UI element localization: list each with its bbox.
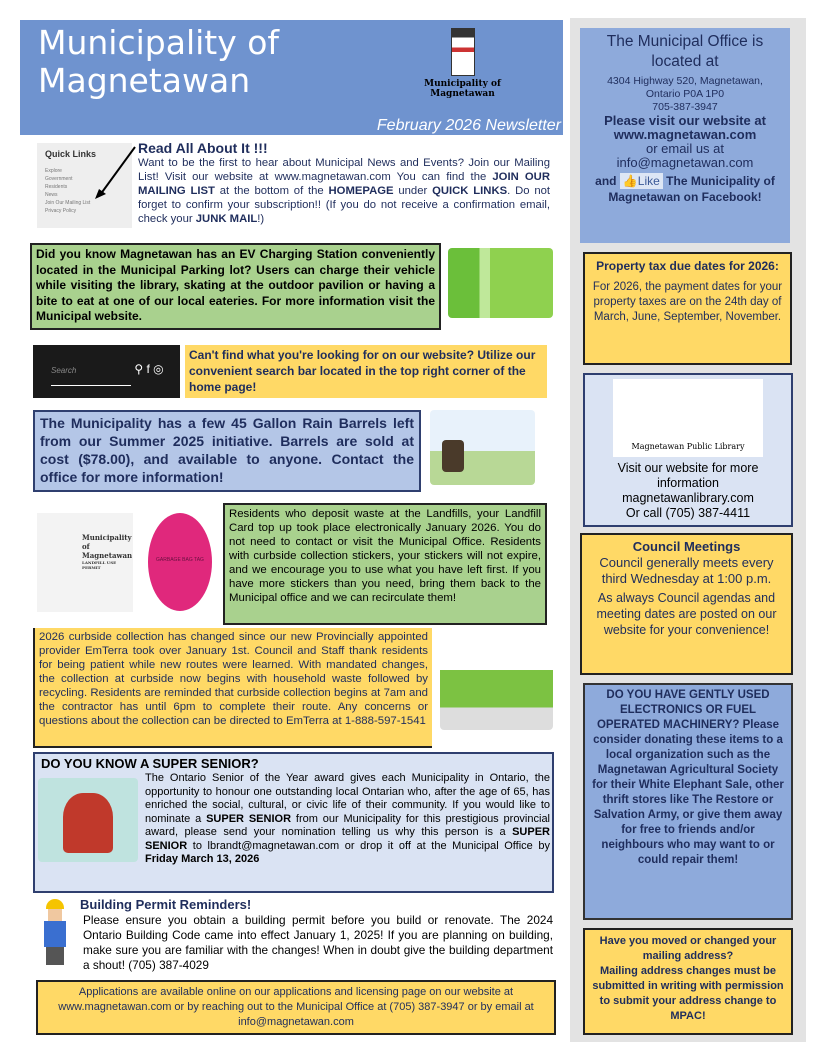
- council-text-2: As always Council agendas and meeting dates are posted on our website for your convenience!: [596, 591, 777, 637]
- address: 4304 Highway 520, Magnetawan,: [607, 75, 763, 87]
- email-pre: or email us at: [645, 141, 725, 156]
- curbside-box: 2026 curbside collection has changed since our new Provincially appointed provider EmTerra took over January 1st. Council and Staff thank residents for being patient while new routes were learned. With mandated changes, the collection at curbside now begins with household waste followed by recycling. Residents are reminded that curbside collection begins at 7am and the contractor has until 6pm to complete their route. Any concerns or questions about the collection can be directed to EmTerra at 1-888-597-1541: [33, 628, 432, 748]
- read-heading: Read All About It !!!: [138, 140, 268, 156]
- council-text: Council generally meets every third Wednesday at 1:00 p.m.: [599, 555, 774, 586]
- website-link[interactable]: www.magnetawan.com: [613, 127, 757, 142]
- newsletter-date: February 2026 Newsletter: [376, 117, 561, 134]
- phone: 705-387-3947: [652, 101, 718, 113]
- moved-box: [583, 928, 793, 1035]
- search-tip-box: Can't find what you're looking for on our website? Utilize our convenient search bar located in the top right corner of the home page!: [185, 345, 547, 398]
- applications-box: Applications are available online on our applications and licensing page on our website at www.magnetawan.com or by reaching out to the Municipal Office at (705) 387-3947 or by email at info@magnetawan.com: [36, 980, 556, 1035]
- search-bar-image: Search ⚲ f ◎: [33, 345, 180, 398]
- read-all-section: Read All About It !!! Want to be the first to hear about Municipal News and Events? Join our Mailing List! Visit our website at www.magnetawan.com You can find the JOIN OUR MAILING LIST at the bottom of the HOMEPAGE under QUICK LINKS. Do not forget to confirm your subscription!! (If you do not receive a confirmation email, check your JUNK MAIL!): [138, 140, 551, 225]
- newsletter-header: [20, 20, 563, 135]
- tax-heading: Property tax due dates for 2026:: [596, 259, 779, 273]
- super-senior-box: DO YOU KNOW A SUPER SENIOR? The Ontario Senior of the Year award gives each Municipality in Ontario, the opportunity to honour one outstanding local Ontarian who, after the age of 65, has enriched the social, cultural, or civic life of their community. If you would like to nominate a SUPER SENIOR from our Municipality for this prestigious provincial award, please send your nomination telling us why this person is a SUPER SENIOR to lbrandt@magnetawan.com or drop it off at the Municipal Office by Friday March 13, 2026: [33, 752, 554, 893]
- electronics-box: DO YOU HAVE GENTLY USED ELECTRONICS OR FUEL OPERATED MACHINERY? Please consider donating these items to a local organization such as the Magnetawan Agricultural Society for their White Elephant Sale, other thrift stores like The Restore or Salvation Army, or give them away for free to friends and/or neighbours who may want to or could repair them!: [583, 683, 793, 920]
- arrow-icon: [95, 145, 140, 200]
- ev-charging-image: [448, 248, 553, 318]
- visit-text: Please visit our website at: [604, 113, 766, 128]
- permit-body: Please ensure you obtain a building permit before you build or renovate. The 2024 Ontario Building Code came into effect January 1, 2025! If you are planning on building, make sure you are familiar with the changes! When in doubt give the building department a shout! (705) 387-4029: [83, 913, 553, 972]
- tax-body: For 2026, the payment dates for your property taxes are on the 24th day of March, June, September, November.: [592, 281, 783, 323]
- garbage-truck-image: [440, 655, 553, 730]
- building-permit-section: [33, 895, 555, 975]
- facebook-text: The Municipality of Magnetawan on Facebook!: [608, 174, 775, 204]
- rain-barrel-box: The Municipality has a few 45 Gallon Rain Barrels left from our Summer 2025 initiative. Barrels are sold at cost ($78.00), and available to anyone. Contact the office for more information!: [33, 410, 421, 492]
- landfill-card-image: Municipality of Magnetawan LANDFILL USE PERMIT: [37, 513, 133, 612]
- office-heading: The Municipal Office is located at: [606, 33, 764, 70]
- library-phone: Or call (705) 387-4411: [625, 506, 751, 520]
- office-box: [580, 28, 790, 243]
- library-box: [583, 373, 793, 527]
- ev-box: Did you know Magnetawan has an EV Charging Station conveniently located in the Municipal Parking lot? Users can charge their vehicle while visiting the library, skating at the outdoor pavilion or having a bite to eat at one of our local eateries. For more information visit the Municipal website.: [30, 243, 441, 330]
- garbage-tag-image: GARBAGE BAG TAG: [148, 513, 212, 611]
- library-link[interactable]: magnetawanlibrary.com: [622, 491, 754, 505]
- council-heading: Council Meetings: [632, 539, 741, 554]
- moved-text: Mailing address changes must be submitted in writing with permission to submit your address change to MPAC!: [592, 965, 784, 1022]
- quick-links-image: Quick Links Explore Government Residents News Join Our Mailing List Privacy Policy: [37, 143, 132, 228]
- email-link[interactable]: info@magnetawan.com: [616, 155, 754, 170]
- facebook-like-button[interactable]: 👍Like: [620, 173, 663, 189]
- library-text: Visit our website for more information: [617, 461, 759, 490]
- address-2: Ontario P0A 1P0: [645, 88, 725, 100]
- library-logo: Magnetawan Public Library: [613, 379, 763, 457]
- construction-worker-icon: [35, 899, 75, 969]
- permit-heading: Building Permit Reminders!: [80, 897, 252, 912]
- senior-heading: DO YOU KNOW A SUPER SENIOR?: [41, 756, 259, 771]
- super-senior-image: [38, 778, 138, 862]
- and-text: and: [595, 174, 617, 188]
- page-title: Municipality of Magnetawan: [38, 23, 280, 100]
- landfill-box: Residents who deposit waste at the Landfills, your Landfill Card top up took place electronically January 2026. You do not need to contact or visit the Municipal Office. Residents with curbside collection stickers, your stickers will not expire, and we encourage you to use what you have left first. If you have more stickers than you need, bring them back to the Municipal office and we can recirculate them!: [223, 503, 547, 625]
- property-tax-box: [583, 252, 792, 365]
- rain-barrel-image: [430, 410, 535, 485]
- municipality-logo: Municipality of Magnetawan: [415, 28, 510, 110]
- council-box: [580, 533, 793, 675]
- moved-question: Have you moved or changed your mailing address?: [599, 935, 777, 962]
